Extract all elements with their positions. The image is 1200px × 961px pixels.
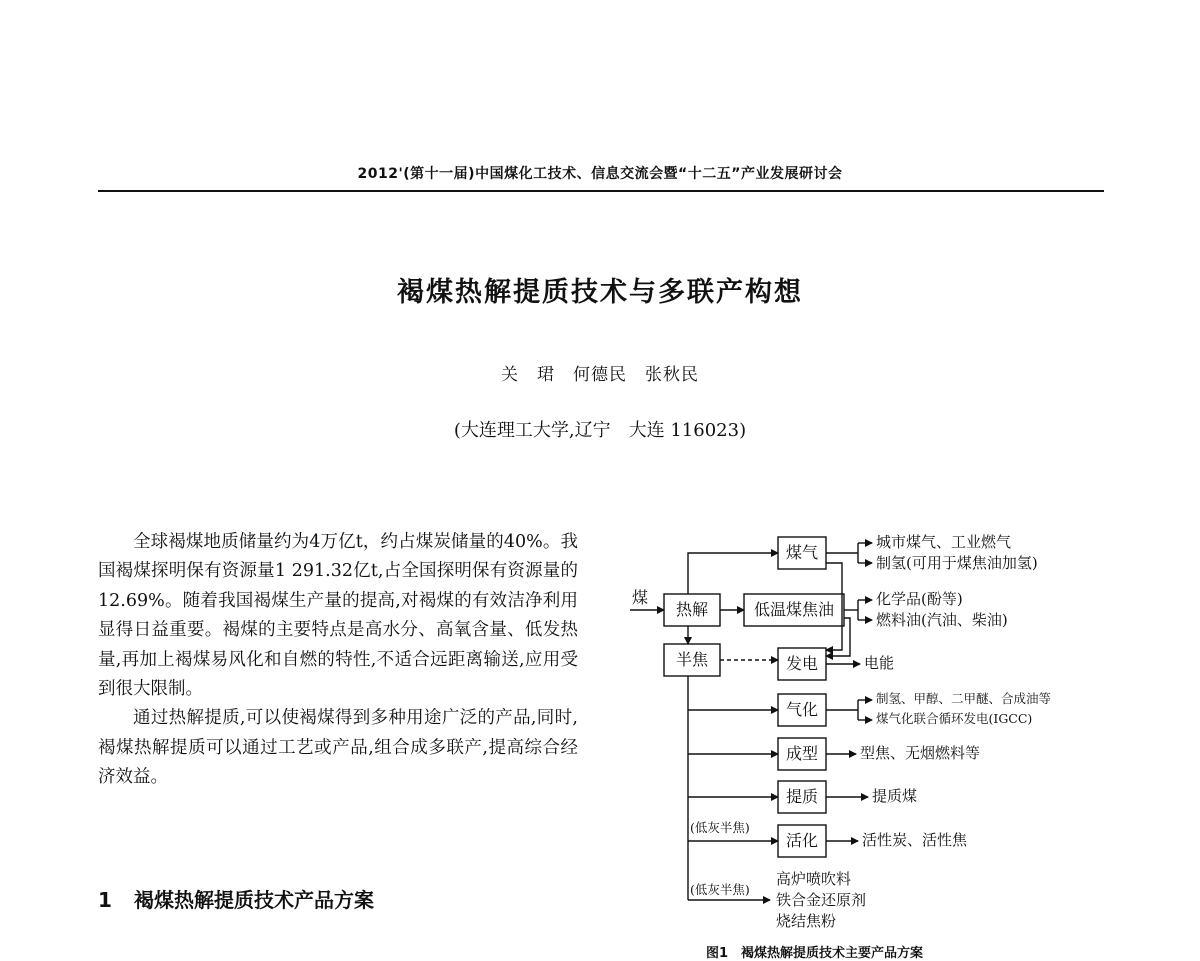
node-tar: 低温煤焦油 xyxy=(753,600,834,619)
product-lowash-1: 高炉喷吹料 xyxy=(776,870,852,888)
product-gasify-2: 煤气化联合循环发电(IGCC) xyxy=(876,711,1033,726)
product-activate: 活性炭、活性焦 xyxy=(862,831,968,849)
flow-input-coal: 煤 xyxy=(632,588,649,607)
node-activate: 活化 xyxy=(785,831,818,850)
product-upgrade: 提质煤 xyxy=(872,787,918,805)
affiliation: (大连理工大学,辽宁 大连 116023) xyxy=(453,420,747,441)
node-upgrade: 提质 xyxy=(785,787,818,806)
low-ash-label-1: (低灰半焦) xyxy=(690,820,750,835)
low-ash-label-2: (低灰半焦) xyxy=(690,882,750,897)
paragraph-2: 通过热解提质,可以使褐煤得到多种用途广泛的产品,同时,褐煤热解提质可以通过工艺或产品,组合成多联产,提高综合经济效益。 xyxy=(98,708,578,788)
section-heading xyxy=(98,884,374,913)
product-lowash-3: 烧结焦粉 xyxy=(776,912,837,930)
section-title: 褐煤热解提质技术产品方案 xyxy=(134,888,374,912)
product-power: 电能 xyxy=(864,654,895,672)
product-gas-1: 城市煤气、工业燃气 xyxy=(876,533,1012,551)
header-rule xyxy=(98,190,1104,192)
node-gas: 煤气 xyxy=(785,543,818,562)
authors: 关 珺 何德民 张秋民 xyxy=(501,365,699,385)
node-pyrolysis: 热解 xyxy=(675,600,708,619)
product-tar-1: 化学品(酚等) xyxy=(876,590,963,608)
body-text xyxy=(98,528,578,793)
product-lowash-2: 铁合金还原剂 xyxy=(776,891,867,909)
node-power: 发电 xyxy=(785,654,818,673)
conference-header: 2012'(第十一届)中国煤化工技术、信息交流会暨“十二五”产业发展研讨会 xyxy=(357,166,843,182)
figure-caption: 图1 褐煤热解提质技术主要产品方案 xyxy=(706,946,924,961)
product-tar-2: 燃料油(汽油、柴油) xyxy=(876,611,1008,629)
article-title: 褐煤热解提质技术与多联产构想 xyxy=(397,277,803,308)
product-forming: 型焦、无烟燃料等 xyxy=(860,744,981,762)
node-gasify: 气化 xyxy=(785,700,818,719)
product-gas-2: 制氢(可用于煤焦油加氢) xyxy=(876,554,1038,572)
section-number: 1 xyxy=(98,888,112,912)
node-forming: 成型 xyxy=(785,744,818,763)
flow-diagram xyxy=(620,510,1180,961)
paragraph-1: 全球褐煤地质储量约为4万亿t，约占煤炭储量的40%。我国褐煤探明保有资源量1 291.32亿t,占全国探明保有资源量的12.69%。随着我国褐煤生产量的提高,对褐煤的有效洁净利用显得日益重要。褐煤的主要特点是高水分、高氧含量、低发热量,再加上褐煤易风化和自燃的特性,不适合远距离输送,应用受到很大限制。 xyxy=(98,532,578,700)
node-semicoke: 半焦 xyxy=(675,650,708,669)
product-gasify-1: 制氢、甲醇、二甲醚、合成油等 xyxy=(876,691,1052,706)
